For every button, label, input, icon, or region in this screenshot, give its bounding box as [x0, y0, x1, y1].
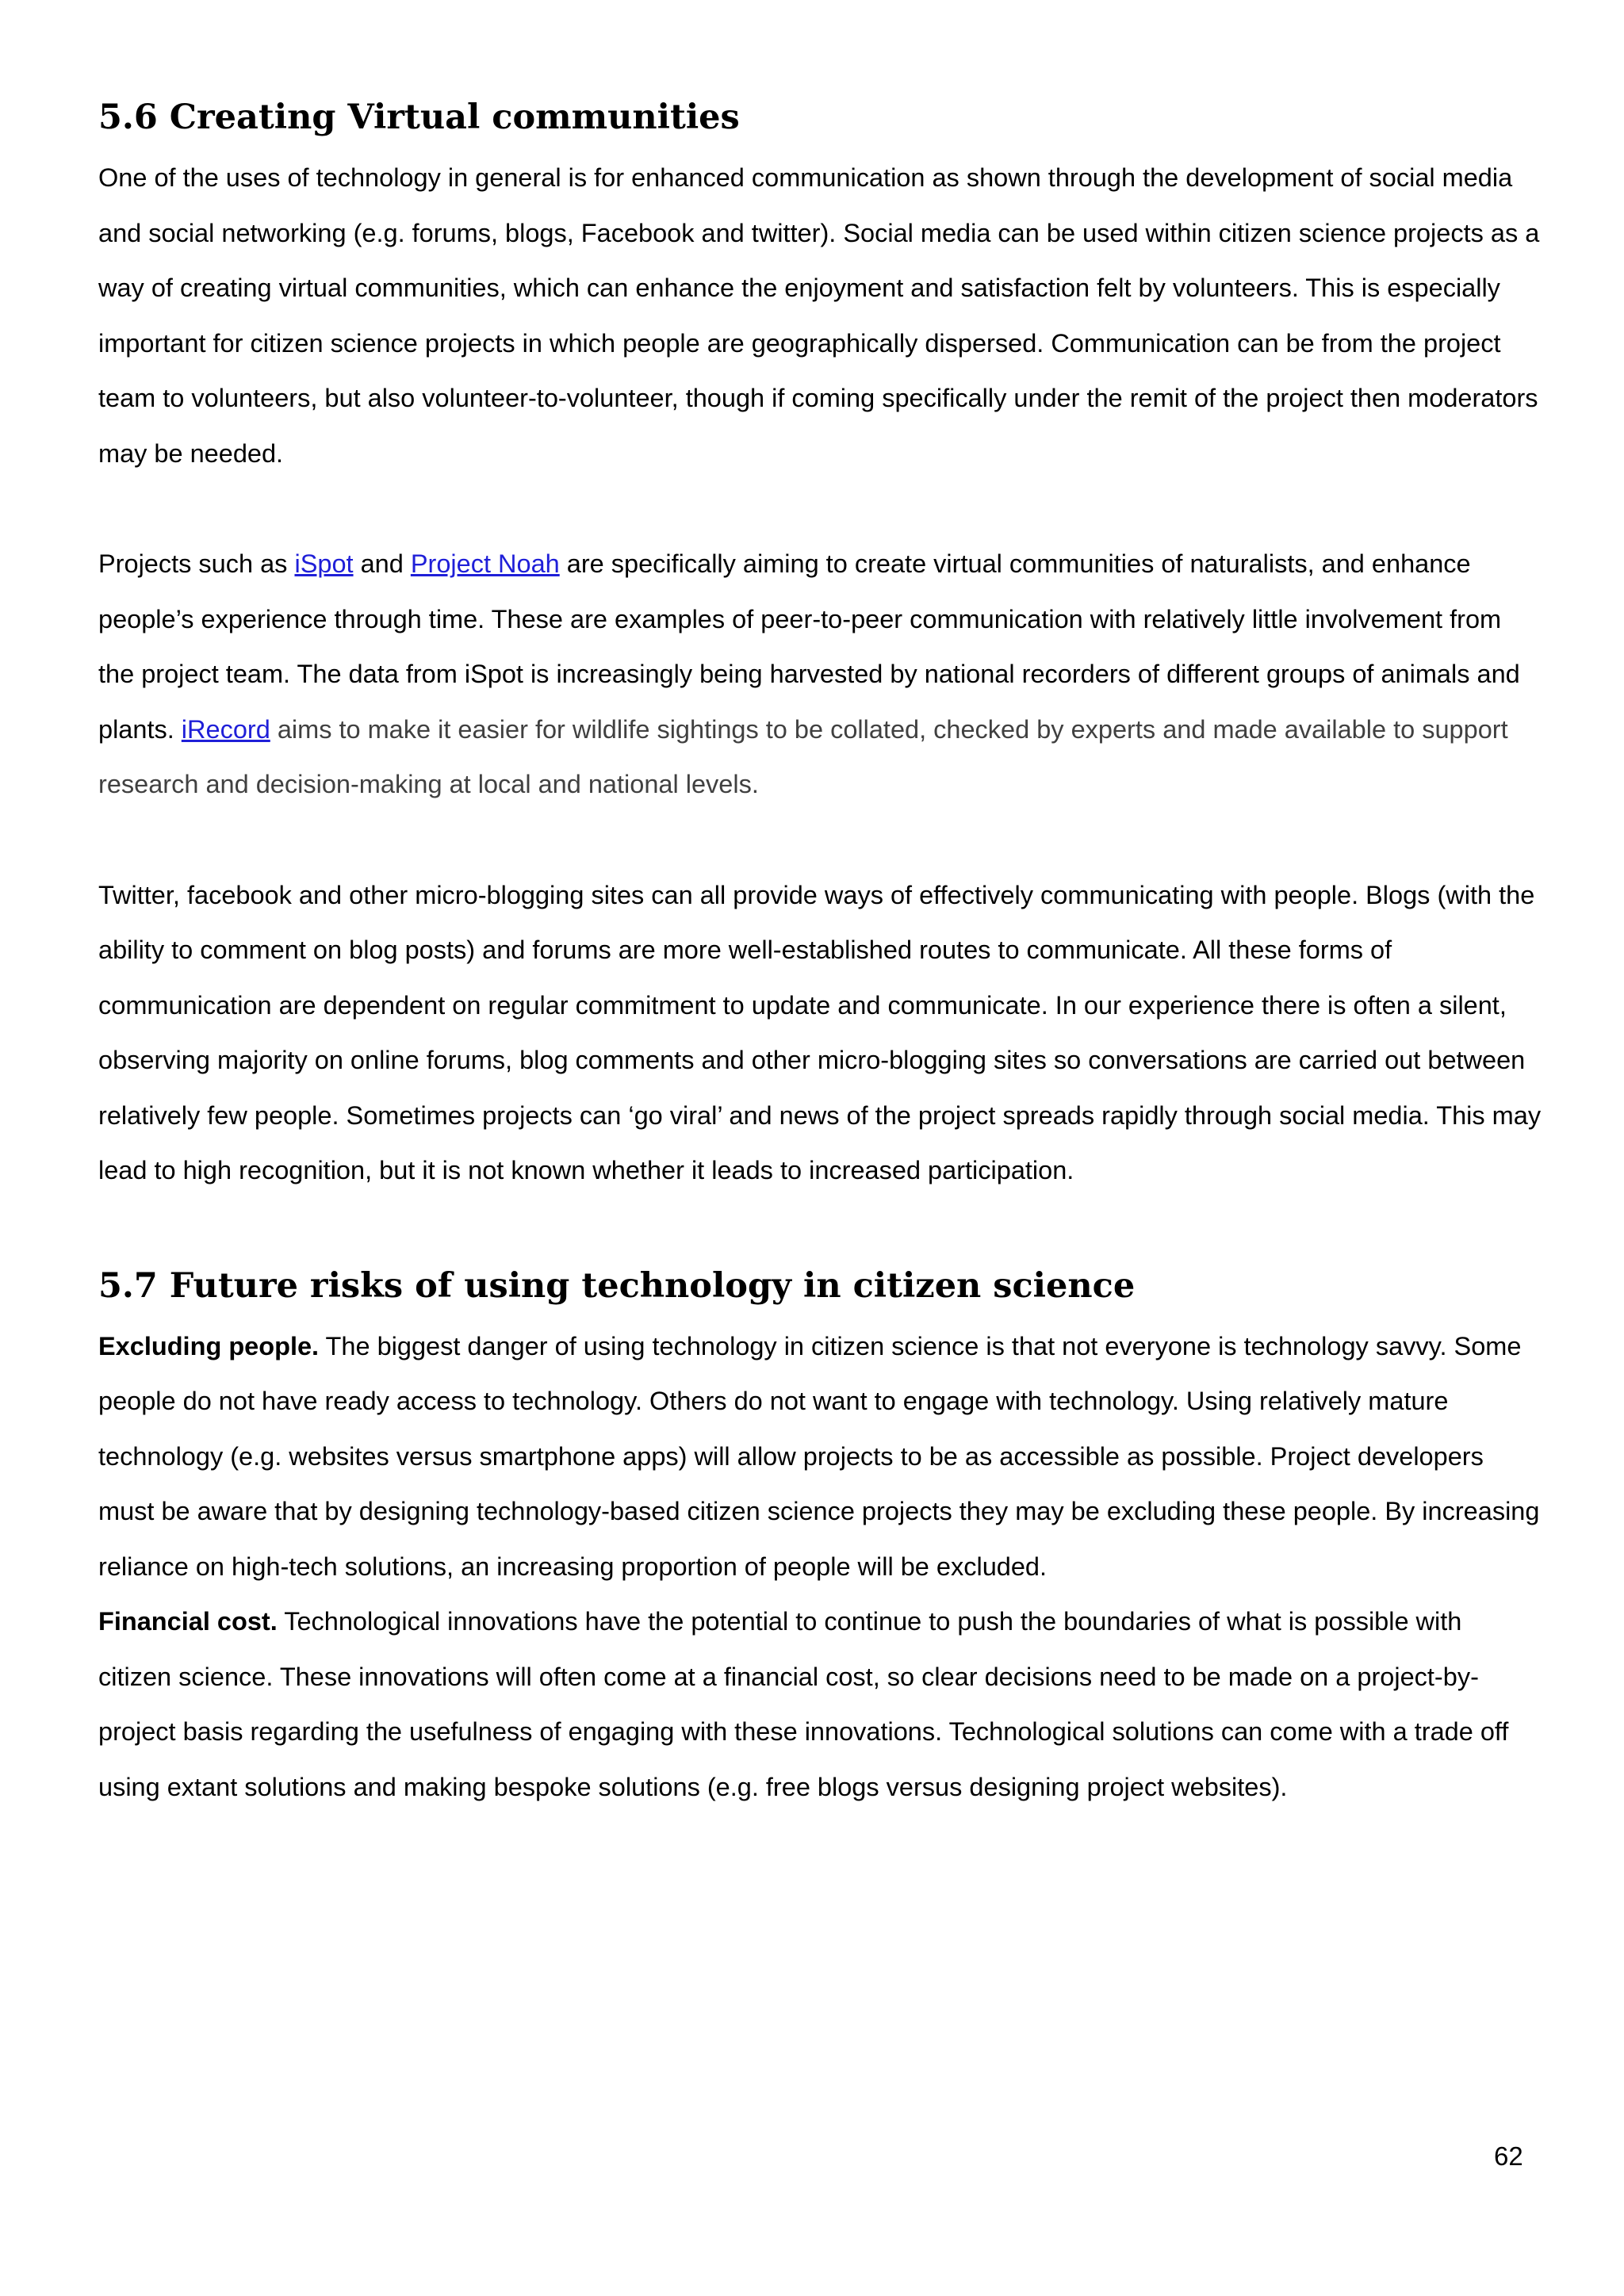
project-noah-link[interactable]: Project Noah	[410, 549, 560, 578]
financial-cost-label: Financial cost.	[98, 1607, 278, 1636]
section-heading-5-7: 5.7 Future risks of using technology in citizen science	[98, 1265, 1136, 1306]
paragraph-micro-blogging: Twitter, facebook and other micro-blogging sites can all provide ways of effectively communicating with people. Blogs (with the ability to comment on blog posts) and forums are more well-established routes to communicate. All these forms of communication are dependent on regular commitment to update and communicate. In our experience there is often a silent, observing majority on online forums, blog comments and other micro-blogging sites so conversations are carried out between relatively few people. Sometimes projects can ‘go viral’ and news of the project spreads rapidly through social media. This may lead to high recognition, but it is not known whether it leads to increased participation.	[98, 880, 1542, 1184]
page-number: 62	[1494, 2141, 1523, 2171]
paragraph-excluding-people	[98, 1319, 1542, 1595]
paragraph-text: Technological innovations have the potential to continue to push the boundaries of what is possible with citizen science. These innovations will often come at a financial cost, so clear decisions need to be made on a project-by-project basis regarding the usefulness of engaging with these innovations. Technological solutions can come with a trade off using extant solutions and making bespoke solutions (e.g. free blogs versus designing project websites).	[98, 1607, 1509, 1801]
paragraph-financial-cost	[98, 1594, 1542, 1815]
paragraph-social-media: One of the uses of technology in general is for enhanced communication as shown through the development of social media and social networking (e.g. forums, blogs, Facebook and twitter). Social media can be used within citizen science projects as a way of creating virtual communities, which can enhance the enjoyment and satisfaction felt by volunteers. This is especially important for citizen science projects in which people are geographically dispersed. Communication can be from the project team to volunteers, but also volunteer-to-volunteer, though if coming specifically under the remit of the project then moderators may be needed.	[98, 163, 1540, 468]
paragraph-text: are specifically aiming to create virtual communities of naturalists, and enhance people’s experience through time. These are examples of peer-to-peer communication with relatively little involvement from the project team. The data from iSpot is increasingly being harvested by national recorders of different groups of animals and plants.	[98, 549, 1520, 744]
paragraph-text: The biggest danger of using technology in citizen science is that not everyone is technology savvy. Some people do not have ready access to technology. Others do not want to engage with technology. Using relatively mature technology (e.g. websites versus smartphone apps) will allow projects to be as accessible as possible. Project developers must be aware that by designing technology-based citizen science projects they may be excluding these people. By increasing reliance on high-tech solutions, an increasing proportion of people will be excluded.	[98, 1331, 1540, 1581]
document-page	[98, 94, 1542, 1815]
paragraph-virtual-communities	[98, 537, 1542, 813]
paragraph-text: Projects such as	[98, 549, 295, 578]
irecord-link[interactable]: iRecord	[181, 714, 270, 744]
section-heading-5-6: 5.6 Creating Virtual communities	[98, 98, 740, 137]
paragraph-text: and	[353, 549, 411, 578]
paragraph-text: aims to make it easier for wildlife sightings to be collated, checked by experts and made available to support research and decision-making at local and national levels.	[98, 714, 1508, 798]
excluding-people-label: Excluding people.	[98, 1331, 320, 1360]
ispot-link[interactable]: iSpot	[294, 549, 354, 578]
